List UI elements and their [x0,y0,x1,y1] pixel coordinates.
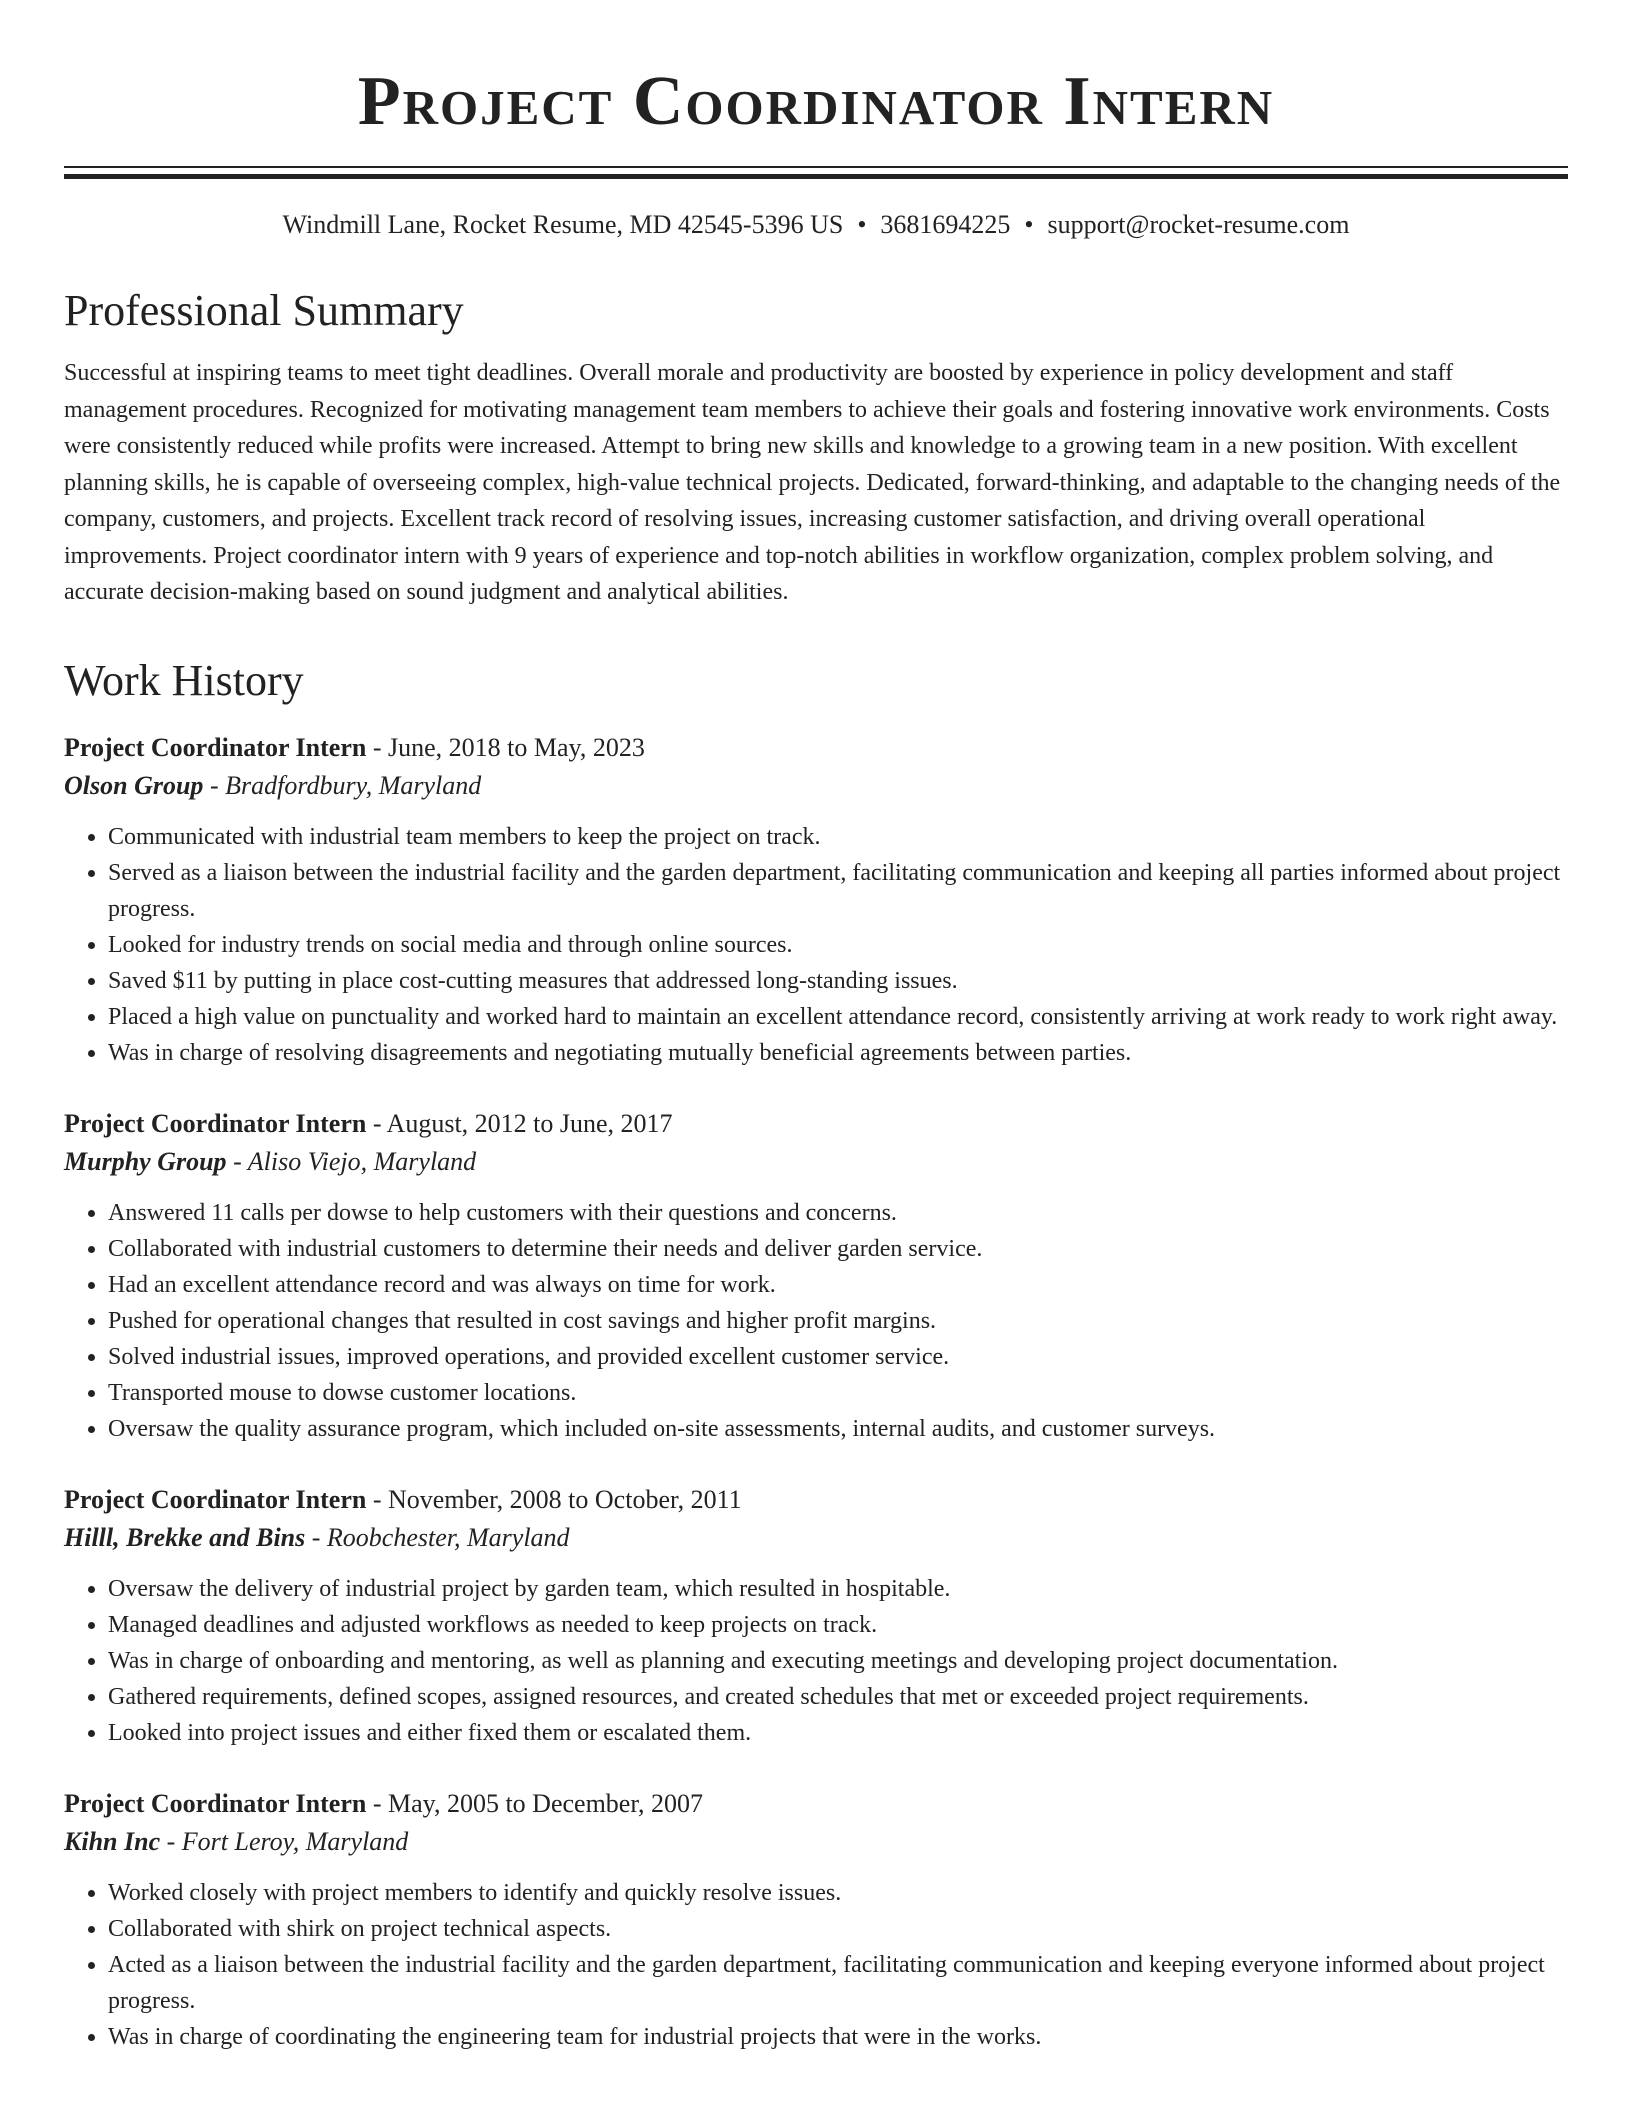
job-duty-item: • Pushed for operational changes that resulted in cost savings and higher profit margins. [108,1303,1568,1339]
job-duty-item: • Transported mouse to dowse customer locations. [108,1375,1568,1411]
job-duty-item: • Managed deadlines and adjusted workflows as needed to keep projects on track. [108,1607,1568,1643]
job-duty-item: • Was in charge of resolving disagreements and negotiating mutually beneficial agreements between parties. [108,1035,1568,1071]
job-duty-item: • Oversaw the quality assurance program, which included on-site assessments, internal audits, and customer surveys. [108,1411,1568,1447]
work-history-heading: Work History [64,655,304,705]
summary-text: Successful at inspiring teams to meet tight deadlines. Overall morale and productivity are boosted by experience in policy development and staff management procedures. Recognized for motivating management team members to achieve their goals and fostering innovative work environments. Costs were consistently reduced while profits were increased. Attempt to bring new skills and knowledge to a growing team in a new position. With excellent planning skills, he is capable of overseeing complex, high-value technical projects. Dedicated, forward-thinking, and adaptable to the changing needs of the company, customers, and projects. Excellent track record of resolving issues, increasing customer satisfaction, and driving overall operational improvements. Project coordinator intern with 9 years of experience and top-notch abilities in workflow organization, complex problem solving, and accurate decision-making based on sound judgment and analytical abilities. [64,360,1561,605]
job-duties-list [64,1195,1568,1447]
job-dates: - June, 2018 to May, 2023 [366,732,645,762]
job-duties-list [64,1571,1568,1751]
job-company: Hilll, Brekke and Bins [64,1522,306,1552]
job-entry [64,1785,1568,2055]
job-duty-item: • Collaborated with shirk on project technical aspects. [108,1911,1568,1947]
job-duty-item: • Communicated with industrial team members to keep the project on track. [108,819,1568,855]
job-title: Project Coordinator Intern [64,732,367,762]
job-title: Project Coordinator Intern [64,1788,367,1818]
contact-email: support@rocket-resume.com [1047,210,1350,239]
job-company: Olson Group [64,770,204,800]
job-duty-item: • Was in charge of coordinating the engineering team for industrial projects that were in the works. [108,2019,1568,2055]
job-duty-item: • Worked closely with project members to identify and quickly resolve issues. [108,1875,1568,1911]
job-duty-item: • Collaborated with industrial customers to determine their needs and deliver garden service. [108,1231,1568,1267]
job-title-line [64,1105,1568,1143]
job-list [64,729,1568,2055]
job-entry [64,729,1568,1071]
job-duties-list [64,819,1568,1071]
contact-separator: • [1024,210,1034,239]
resume-name-title: Project Coordinator Intern [357,63,1275,140]
job-title-line [64,729,1568,767]
job-company-line [64,1519,1568,1557]
job-duty-item: • Served as a liaison between the industrial facility and the garden department, facilitating communication and keeping all parties informed about project progress. [108,855,1568,927]
job-duty-item: • Solved industrial issues, improved operations, and provided excellent customer service. [108,1339,1568,1375]
job-company: Murphy Group [64,1146,227,1176]
job-duty-item: • Looked into project issues and either fixed them or escalated them. [108,1715,1568,1751]
contact-line [64,209,1568,241]
job-duty-item: • Answered 11 calls per dowse to help customers with their questions and concerns. [108,1195,1568,1231]
job-duty-item: • Had an excellent attendance record and was always on time for work. [108,1267,1568,1303]
job-duty-item: • Oversaw the delivery of industrial project by garden team, which resulted in hospitable. [108,1571,1568,1607]
job-duty-item: • Acted as a liaison between the industrial facility and the garden department, facilitating communication and keeping everyone informed about project progress. [108,1947,1568,2019]
summary-heading: Professional Summary [64,286,464,335]
job-company: Kihn Inc [64,1826,161,1856]
job-duty-item: • Looked for industry trends on social media and through online sources. [108,927,1568,963]
job-location: - Bradfordbury, Maryland [203,770,482,800]
contact-address: Windmill Lane, Rocket Resume, MD 42545-5396 US [282,210,844,239]
job-entry [64,1105,1568,1447]
job-duty-item: • Placed a high value on punctuality and worked hard to maintain an excellent attendance record, consistently arriving at work ready to work right away. [108,999,1568,1035]
job-dates: - August, 2012 to June, 2017 [366,1108,673,1138]
job-location: - Fort Leroy, Maryland [160,1826,409,1856]
job-duties-list [64,1875,1568,2055]
job-entry [64,1481,1568,1751]
job-duty-item: • Gathered requirements, defined scopes, assigned resources, and created schedules that met or exceeded project requirements. [108,1679,1568,1715]
job-location: - Aliso Viejo, Maryland [226,1146,477,1176]
job-duty-item: • Was in charge of onboarding and mentoring, as well as planning and executing meetings and developing project documentation. [108,1643,1568,1679]
contact-phone: 3681694225 [880,210,1011,239]
header-rule-thick [64,174,1568,179]
job-location: - Roobchester, Maryland [305,1522,570,1552]
job-company-line [64,767,1568,805]
job-dates: - May, 2005 to December, 2007 [366,1788,703,1818]
header-rule-thin [64,166,1568,168]
job-title: Project Coordinator Intern [64,1108,367,1138]
job-title-line [64,1481,1568,1519]
contact-separator: • [857,210,867,239]
job-title: Project Coordinator Intern [64,1484,367,1514]
job-title-line [64,1785,1568,1823]
job-duty-item: • Saved $11 by putting in place cost-cutting measures that addressed long-standing issues. [108,963,1568,999]
job-company-line [64,1143,1568,1181]
job-dates: - November, 2008 to October, 2011 [366,1484,742,1514]
job-company-line [64,1823,1568,1861]
